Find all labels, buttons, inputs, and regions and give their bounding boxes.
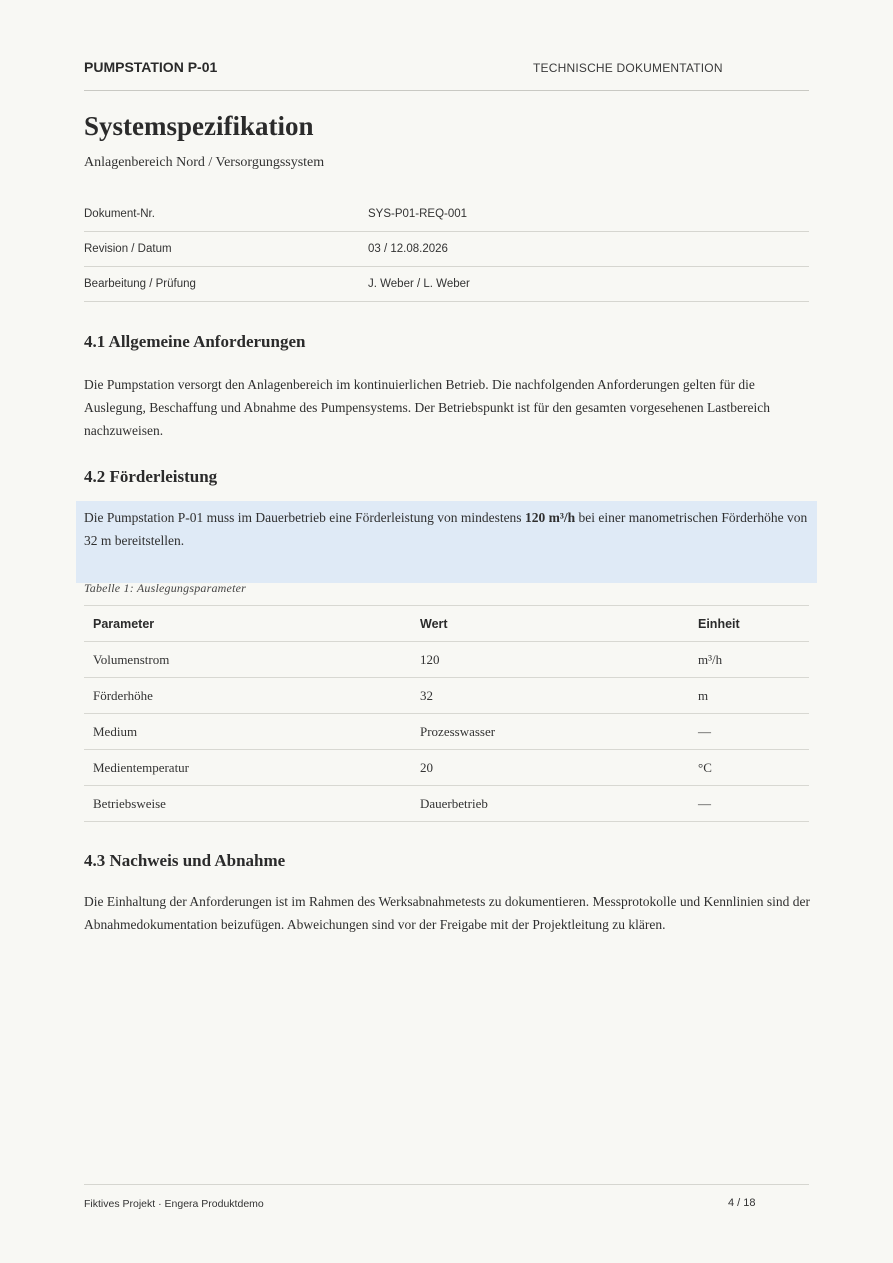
cell-value: 20 bbox=[411, 750, 689, 786]
table-row bbox=[84, 714, 809, 750]
document-subtitle: Anlagenbereich Nord / Versorgungssystem bbox=[84, 155, 325, 170]
cell-unit: — bbox=[689, 714, 809, 750]
section-4-1-text: Die Pumpstation versorgt den Anlagenbereich im kontinuierlichen Betrieb. Die nachfolgenden Anforderungen gelten für die Auslegung, Beschaffung und Abnahme des Pumpensystems. Der Betriebspunkt ist für den gesamten vorgesehenen Lastbereich nachzuweisen. bbox=[84, 377, 770, 438]
table-header-row bbox=[84, 606, 809, 642]
cell-unit: m bbox=[689, 678, 809, 714]
table-row bbox=[84, 750, 809, 786]
meta-value: J. Weber / L. Weber bbox=[368, 278, 470, 290]
page-number: 4 / 18 bbox=[728, 1197, 756, 1209]
cell-unit: °C bbox=[689, 750, 809, 786]
cell-parameter: Volumenstrom bbox=[84, 642, 411, 678]
cell-value: 120 bbox=[411, 642, 689, 678]
meta-label: Revision / Datum bbox=[84, 243, 172, 255]
meta-value: 03 / 12.08.2026 bbox=[368, 243, 448, 255]
cell-unit: — bbox=[689, 786, 809, 822]
meta-label: Dokument-Nr. bbox=[84, 208, 155, 220]
requirement-value: 120 m³/h bbox=[524, 510, 576, 525]
cell-parameter: Förderhöhe bbox=[84, 678, 411, 714]
table-caption: Tabelle 1: Auslegungsparameter bbox=[84, 581, 246, 595]
project-name: PUMPSTATION P-01 bbox=[84, 59, 218, 75]
requirement-highlight bbox=[76, 501, 817, 583]
table-row bbox=[84, 678, 809, 714]
document-meta-table bbox=[84, 197, 809, 302]
document-type: TECHNISCHE DOKUMENTATION bbox=[533, 61, 723, 75]
cell-unit: m³/h bbox=[689, 642, 809, 678]
cell-parameter: Medium bbox=[84, 714, 411, 750]
page-header bbox=[84, 57, 809, 91]
requirement-text bbox=[84, 506, 810, 552]
design-parameters-table bbox=[84, 605, 809, 822]
column-header-value: Wert bbox=[411, 606, 689, 642]
section-heading-4-1: 4.1 Allgemeine Anforderungen bbox=[84, 332, 306, 351]
cell-value: Prozesswasser bbox=[411, 714, 689, 750]
requirement-text-start: Die Pumpstation P-01 muss im Dauerbetrieb eine Förderleistung von mindestens bbox=[84, 510, 525, 525]
page-footer bbox=[84, 1184, 809, 1210]
section-4-3-text: Die Einhaltung der Anforderungen ist im Rahmen des Werksabnahmetests zu dokumentieren. Messprotokolle und Kennlinien sind der Abnahmedokumentation beizufügen. Abweichungen sind vor der Freigabe mit der Projektleitung zu klären. bbox=[84, 894, 811, 932]
meta-label: Bearbeitung / Prüfung bbox=[84, 278, 196, 290]
cell-value: Dauerbetrieb bbox=[411, 786, 689, 822]
meta-row-revision bbox=[84, 232, 809, 267]
requirement-text-end: bei einer manometrischen Förderhöhe von 32 m bereitstellen. bbox=[84, 510, 808, 548]
meta-value: SYS-P01-REQ-001 bbox=[368, 208, 468, 220]
section-heading-4-2: 4.2 Förderleistung bbox=[84, 467, 218, 486]
cell-value: 32 bbox=[411, 678, 689, 714]
footer-project: Fiktives Projekt · Engera Produktdemo bbox=[84, 1198, 264, 1210]
table-row bbox=[84, 786, 809, 822]
section-heading-4-3: 4.3 Nachweis und Abnahme bbox=[84, 851, 286, 870]
column-header-parameter: Parameter bbox=[84, 606, 411, 642]
cell-parameter: Betriebsweise bbox=[84, 786, 411, 822]
meta-row-document-number bbox=[84, 197, 809, 232]
document-title: Systemspezifikation bbox=[84, 111, 314, 141]
meta-row-author bbox=[84, 267, 809, 302]
table-row bbox=[84, 642, 809, 678]
cell-parameter: Medientemperatur bbox=[84, 750, 411, 786]
column-header-unit: Einheit bbox=[689, 606, 809, 642]
